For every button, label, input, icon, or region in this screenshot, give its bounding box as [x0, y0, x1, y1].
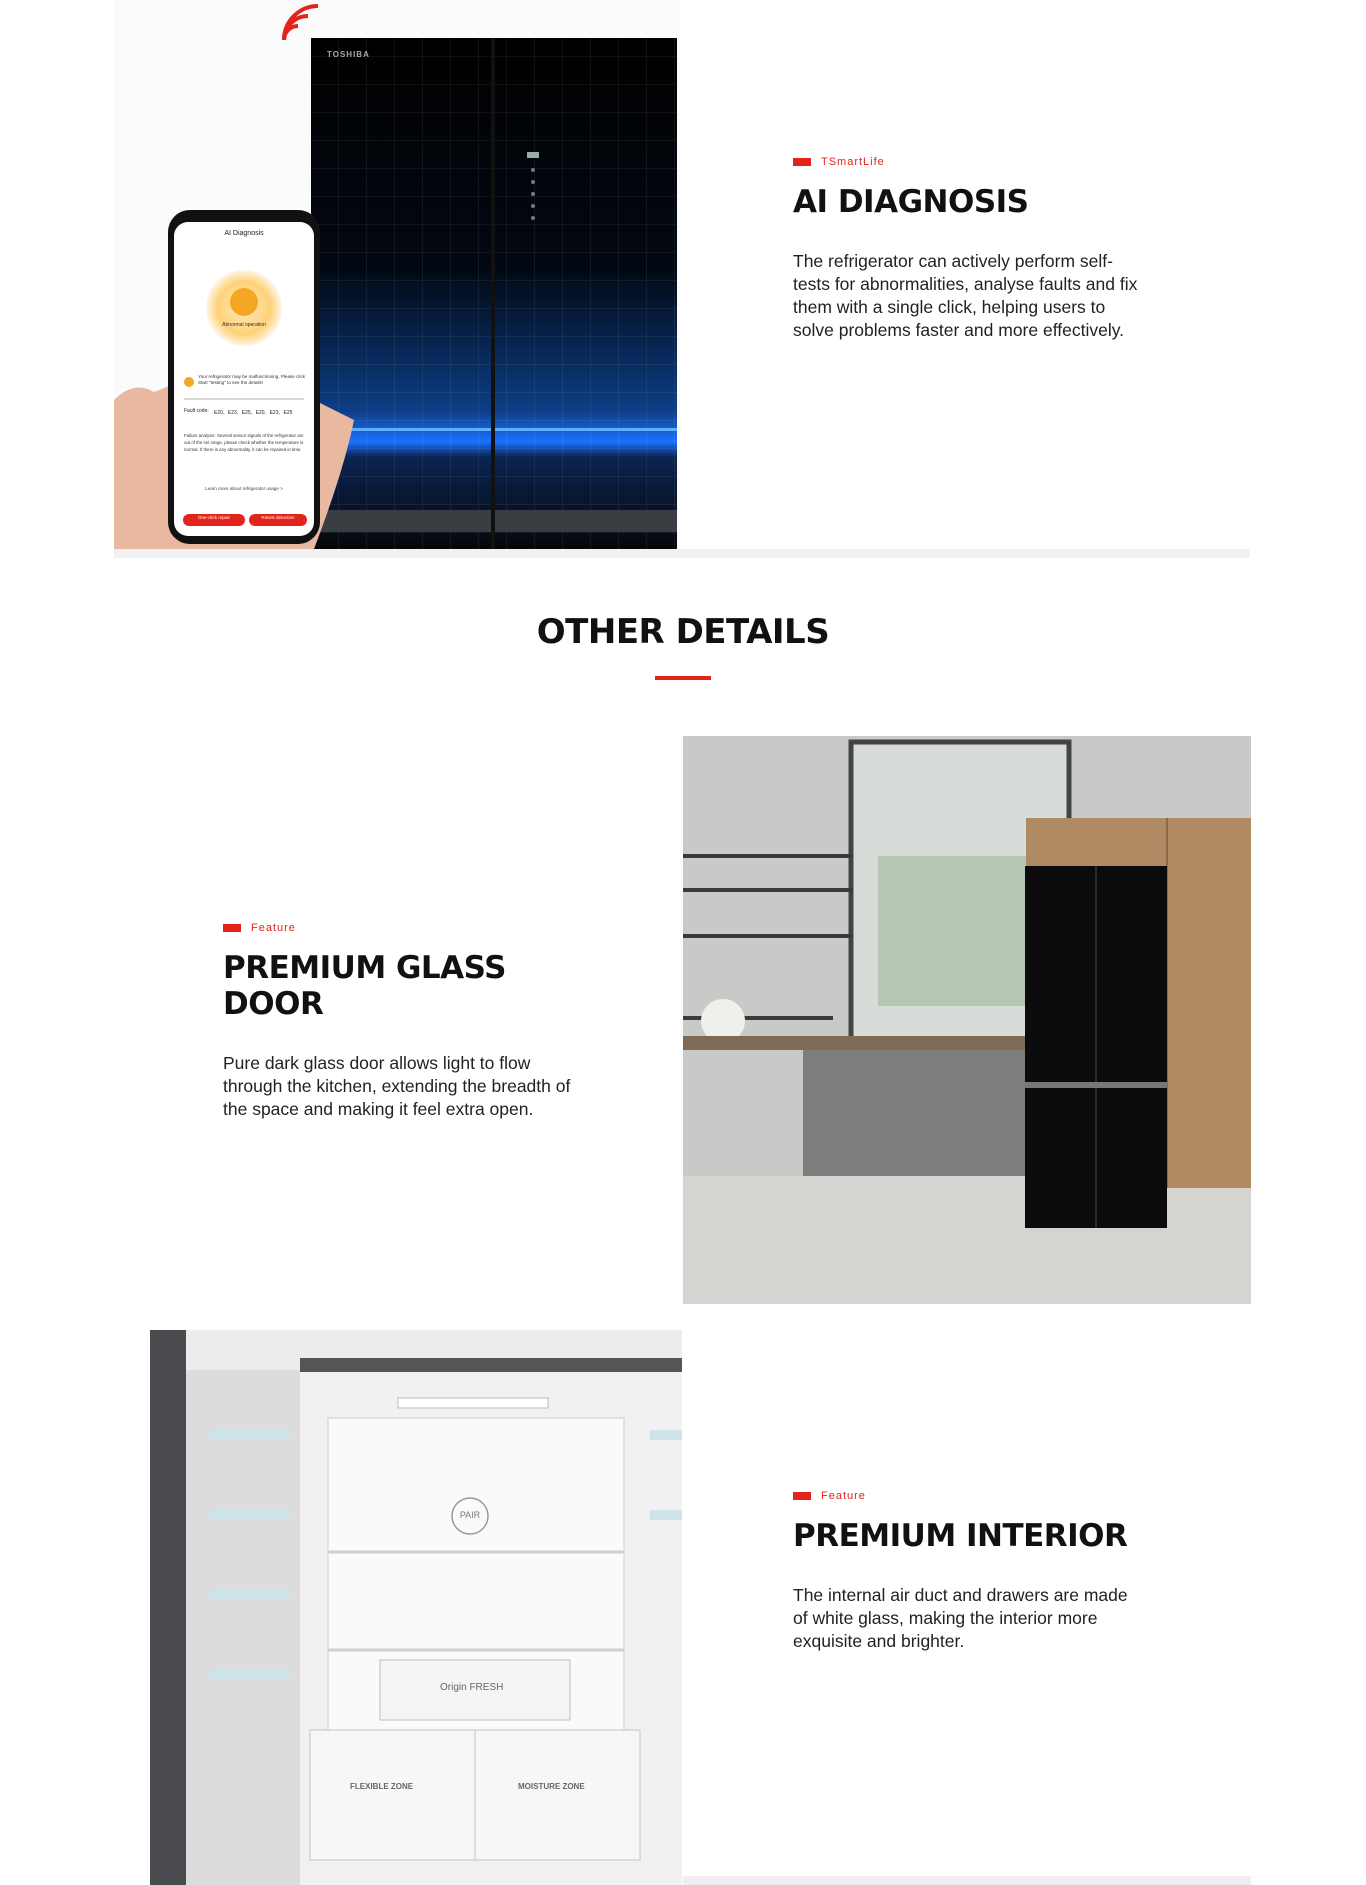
interior-text: The internal air duct and drawers are made of white glass, making the interior more exquisite and brighter.: [793, 1585, 1128, 1651]
tag-marker: [793, 158, 811, 166]
phone-screen-title: AI Diagnosis: [224, 230, 264, 237]
phone-status-text: Abnormal operation: [222, 322, 266, 328]
phone-warning-text: Your refrigerator may be malfunctioning, Please click Start "testing" to see the details!: [198, 374, 306, 385]
tag-marker: [223, 924, 241, 932]
interior-title: PREMIUM INTERIOR: [793, 1518, 1128, 1554]
phone-one-click-repair-button[interactable]: One-click repair: [197, 515, 231, 520]
other-details-underline: [655, 676, 711, 680]
ai-diagnosis-tag: [793, 156, 1153, 168]
tag-label: TSmartLife: [821, 156, 885, 168]
phone-learn-more-link[interactable]: Learn more about refrigerator usage >: [205, 486, 283, 491]
glass-door-text: Pure dark glass door allows light to flow through the kitchen, extending the breadth of the space and making it feel extra open.: [223, 1053, 571, 1119]
pair-label: PAIR: [459, 1510, 481, 1520]
phone-analysis-text: Failure analysis: Several sensor signals of the refrigerator are out of the set range, please check whether the temperature is normal. If there is any abnormality, it can be repaired in time.: [184, 433, 304, 452]
fridge-interior-photo: [150, 1330, 682, 1885]
glass-door-title: PREMIUM GLASS DOOR: [223, 950, 506, 1022]
tag-label: Feature: [821, 1490, 866, 1502]
moisture-zone-label: MOISTURE ZONE: [518, 1782, 585, 1791]
ai-diagnosis-image: [114, 0, 680, 549]
kitchen-photo: [683, 736, 1251, 1304]
interior-tag: [793, 1490, 1153, 1502]
glass-door-block: [223, 922, 603, 1121]
other-details-title: OTHER DETAILS: [536, 612, 830, 652]
glass-door-tag: [223, 922, 603, 934]
fridge-brand-logo: TOSHIBA: [327, 50, 370, 59]
section-divider-band: [114, 549, 1250, 558]
kitchen-illustration: [683, 736, 1251, 1304]
phone-retest-button[interactable]: Retest detection: [261, 515, 295, 520]
interior-illustration: [150, 1330, 682, 1885]
flexible-zone-label: FLEXIBLE ZONE: [350, 1782, 414, 1791]
ai-diagnosis-text: The refrigerator can actively perform self-tests for abnormalities, analyse faults and fix them with a single click, helping users to solve problems faster and more effectively.: [793, 251, 1138, 340]
origin-fresh-label: Origin FRESH: [440, 1682, 504, 1693]
phone-fault-codes: E20、E23、E25、E20、E23、E25: [214, 410, 293, 416]
fridge-and-phone-illustration: [114, 0, 680, 549]
ai-diagnosis-title: AI DIAGNOSIS: [793, 184, 1029, 220]
tag-label: Feature: [251, 922, 296, 934]
phone-fault-label: Fault code:: [184, 408, 209, 414]
next-section-strip: [683, 1876, 1251, 1885]
tag-marker: [793, 1492, 811, 1500]
interior-block: [793, 1490, 1153, 1653]
ai-diagnosis-block: [793, 156, 1153, 342]
